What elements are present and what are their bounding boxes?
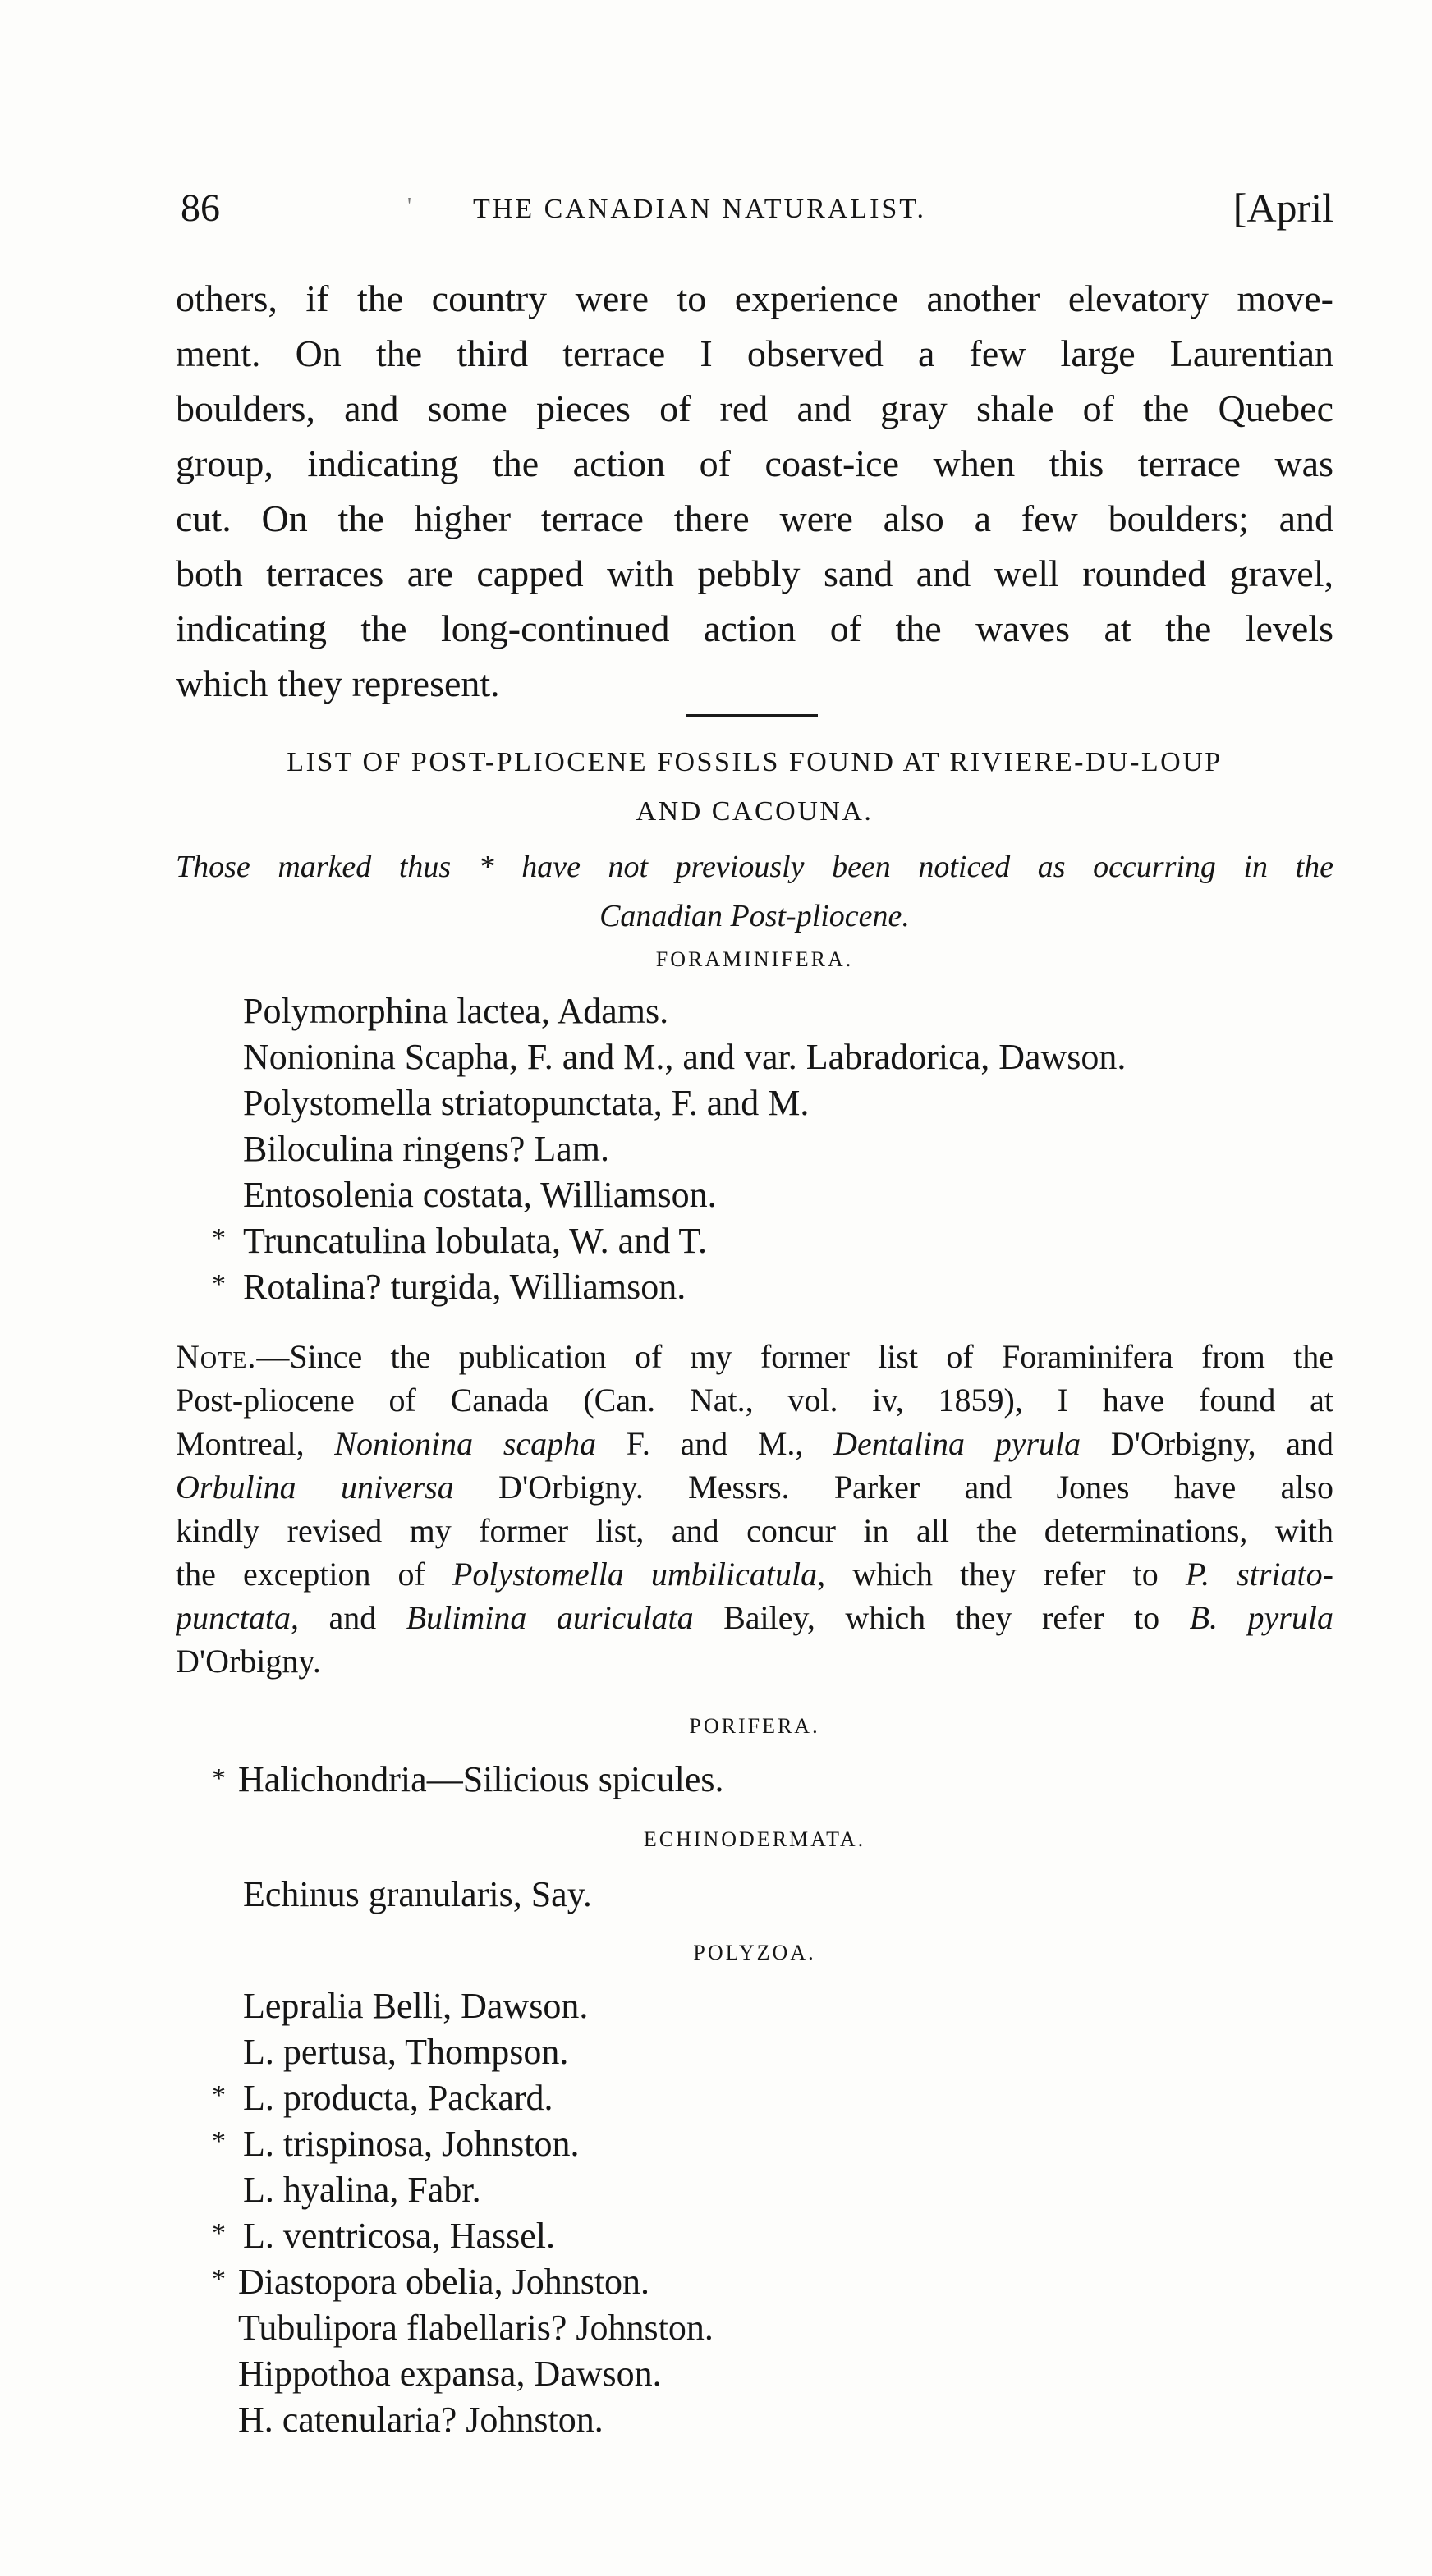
page-number: 86	[181, 186, 220, 230]
species-item: L. hyalina, Fabr.	[243, 2170, 481, 2210]
species-item: Entosolenia costata, Williamson.	[243, 1175, 717, 1215]
intro-line: which they represent.	[176, 662, 500, 704]
species-item: L. ventricosa, Hassel.	[243, 2216, 555, 2256]
intro-line: others, if the country were to experience another elevatory move-	[176, 277, 1333, 319]
species-item: L. trispinosa, Johnston.	[243, 2124, 580, 2164]
species-item: Halichondria—Silicious spicules.	[238, 1759, 724, 1799]
print-mark: '	[407, 194, 412, 219]
list-title-line-2: AND CACOUNA.	[636, 796, 874, 827]
species-item: Hippothoa expansa, Dawson.	[238, 2354, 662, 2394]
note-line: Montreal, Nonionina scapha F. and M., Dentalina pyrula D'Orbigny, and	[176, 1425, 1333, 1462]
species-item: Truncatulina lobulata, W. and T.	[243, 1221, 708, 1261]
note-line: the exception of Polystomella umbilicatula, which they refer to P. striato-	[176, 1556, 1333, 1593]
intro-line: boulders, and some pieces of red and gray shale of the Quebec	[176, 387, 1333, 429]
new-record-marker: *	[212, 1763, 226, 1794]
note-line: kindly revised my former list, and concur in all the determinations, with	[176, 1512, 1333, 1549]
note-line: D'Orbigny.	[176, 1643, 321, 1680]
new-record-marker: *	[212, 2126, 226, 2157]
journal-title: THE CANADIAN NATURALIST.	[473, 194, 927, 224]
note-line: Note.—Since the publication of my former list of Foraminifera from the	[176, 1338, 1333, 1375]
species-item: L. producta, Packard.	[243, 2078, 553, 2118]
species-item: Polymorphina lactea, Adams.	[243, 991, 669, 1031]
intro-line: both terraces are capped with pebbly sand and well rounded gravel,	[176, 552, 1333, 594]
note-line: Orbulina universa D'Orbigny. Messrs. Parker and Jones have also	[176, 1469, 1333, 1506]
species-item: Tubulipora flabellaris? Johnston.	[238, 2308, 714, 2348]
intro-line: cut. On the higher terrace there were also a few boulders; and	[176, 497, 1333, 539]
intro-line: ment. On the third terrace I observed a few large Laurentian	[176, 332, 1333, 374]
note-label: Note.	[176, 1338, 257, 1375]
species-item: Nonionina Scapha, F. and M., and var. Labradorica, Dawson.	[243, 1037, 1127, 1077]
species-item: L. pertusa, Thompson.	[243, 2032, 569, 2072]
running-head	[176, 186, 1333, 235]
section-heading-polyzoa: POLYZOA.	[693, 1941, 816, 1964]
species-item: Biloculina ringens? Lam.	[243, 1129, 609, 1169]
new-record-marker: *	[212, 1269, 226, 1299]
intro-line: group, indicating the action of coast-ice when this terrace was	[176, 442, 1333, 484]
issue-month: [April	[1232, 185, 1333, 231]
new-record-marker: *	[212, 1223, 226, 1254]
species-item: Lepralia Belli, Dawson.	[243, 1986, 589, 2026]
section-heading-porifera: PORIFERA.	[689, 1714, 820, 1738]
section-rule	[686, 714, 818, 717]
new-record-marker: *	[212, 2080, 226, 2111]
new-record-marker: *	[212, 2264, 226, 2294]
section-heading-foraminifera: FORAMINIFERA.	[655, 947, 854, 971]
species-item: Rotalina? turgida, Williamson.	[243, 1267, 686, 1307]
intro-paragraph	[176, 271, 1333, 711]
species-item: H. catenularia? Johnston.	[238, 2400, 604, 2440]
species-item: Polystomella striatopunctata, F. and M.	[243, 1083, 810, 1123]
section-heading-echinodermata: ECHINODERMATA.	[643, 1827, 866, 1851]
subtitle-line-2: Canadian Post-pliocene.	[599, 899, 910, 933]
subtitle-line-1: Those marked thus * have not previously been noticed as occurring in the	[176, 850, 1333, 884]
list-title-line-1: LIST OF POST-PLIOCENE FOSSILS FOUND AT RIVIERE-DU-LOUP	[287, 747, 1223, 777]
species-item: Echinus granularis, Say.	[243, 1874, 592, 1914]
note-line: Post-pliocene of Canada (Can. Nat., vol. iv, 1859), I have found at	[176, 1382, 1333, 1419]
species-item: Diastopora obelia, Johnston.	[238, 2262, 650, 2302]
note-paragraph	[176, 1335, 1333, 1683]
new-record-marker: *	[212, 2218, 226, 2248]
intro-line: indicating the long-continued action of the waves at the levels	[176, 607, 1333, 649]
note-line: punctata, and Bulimina auriculata Bailey, which they refer to B. pyrula	[176, 1599, 1333, 1636]
